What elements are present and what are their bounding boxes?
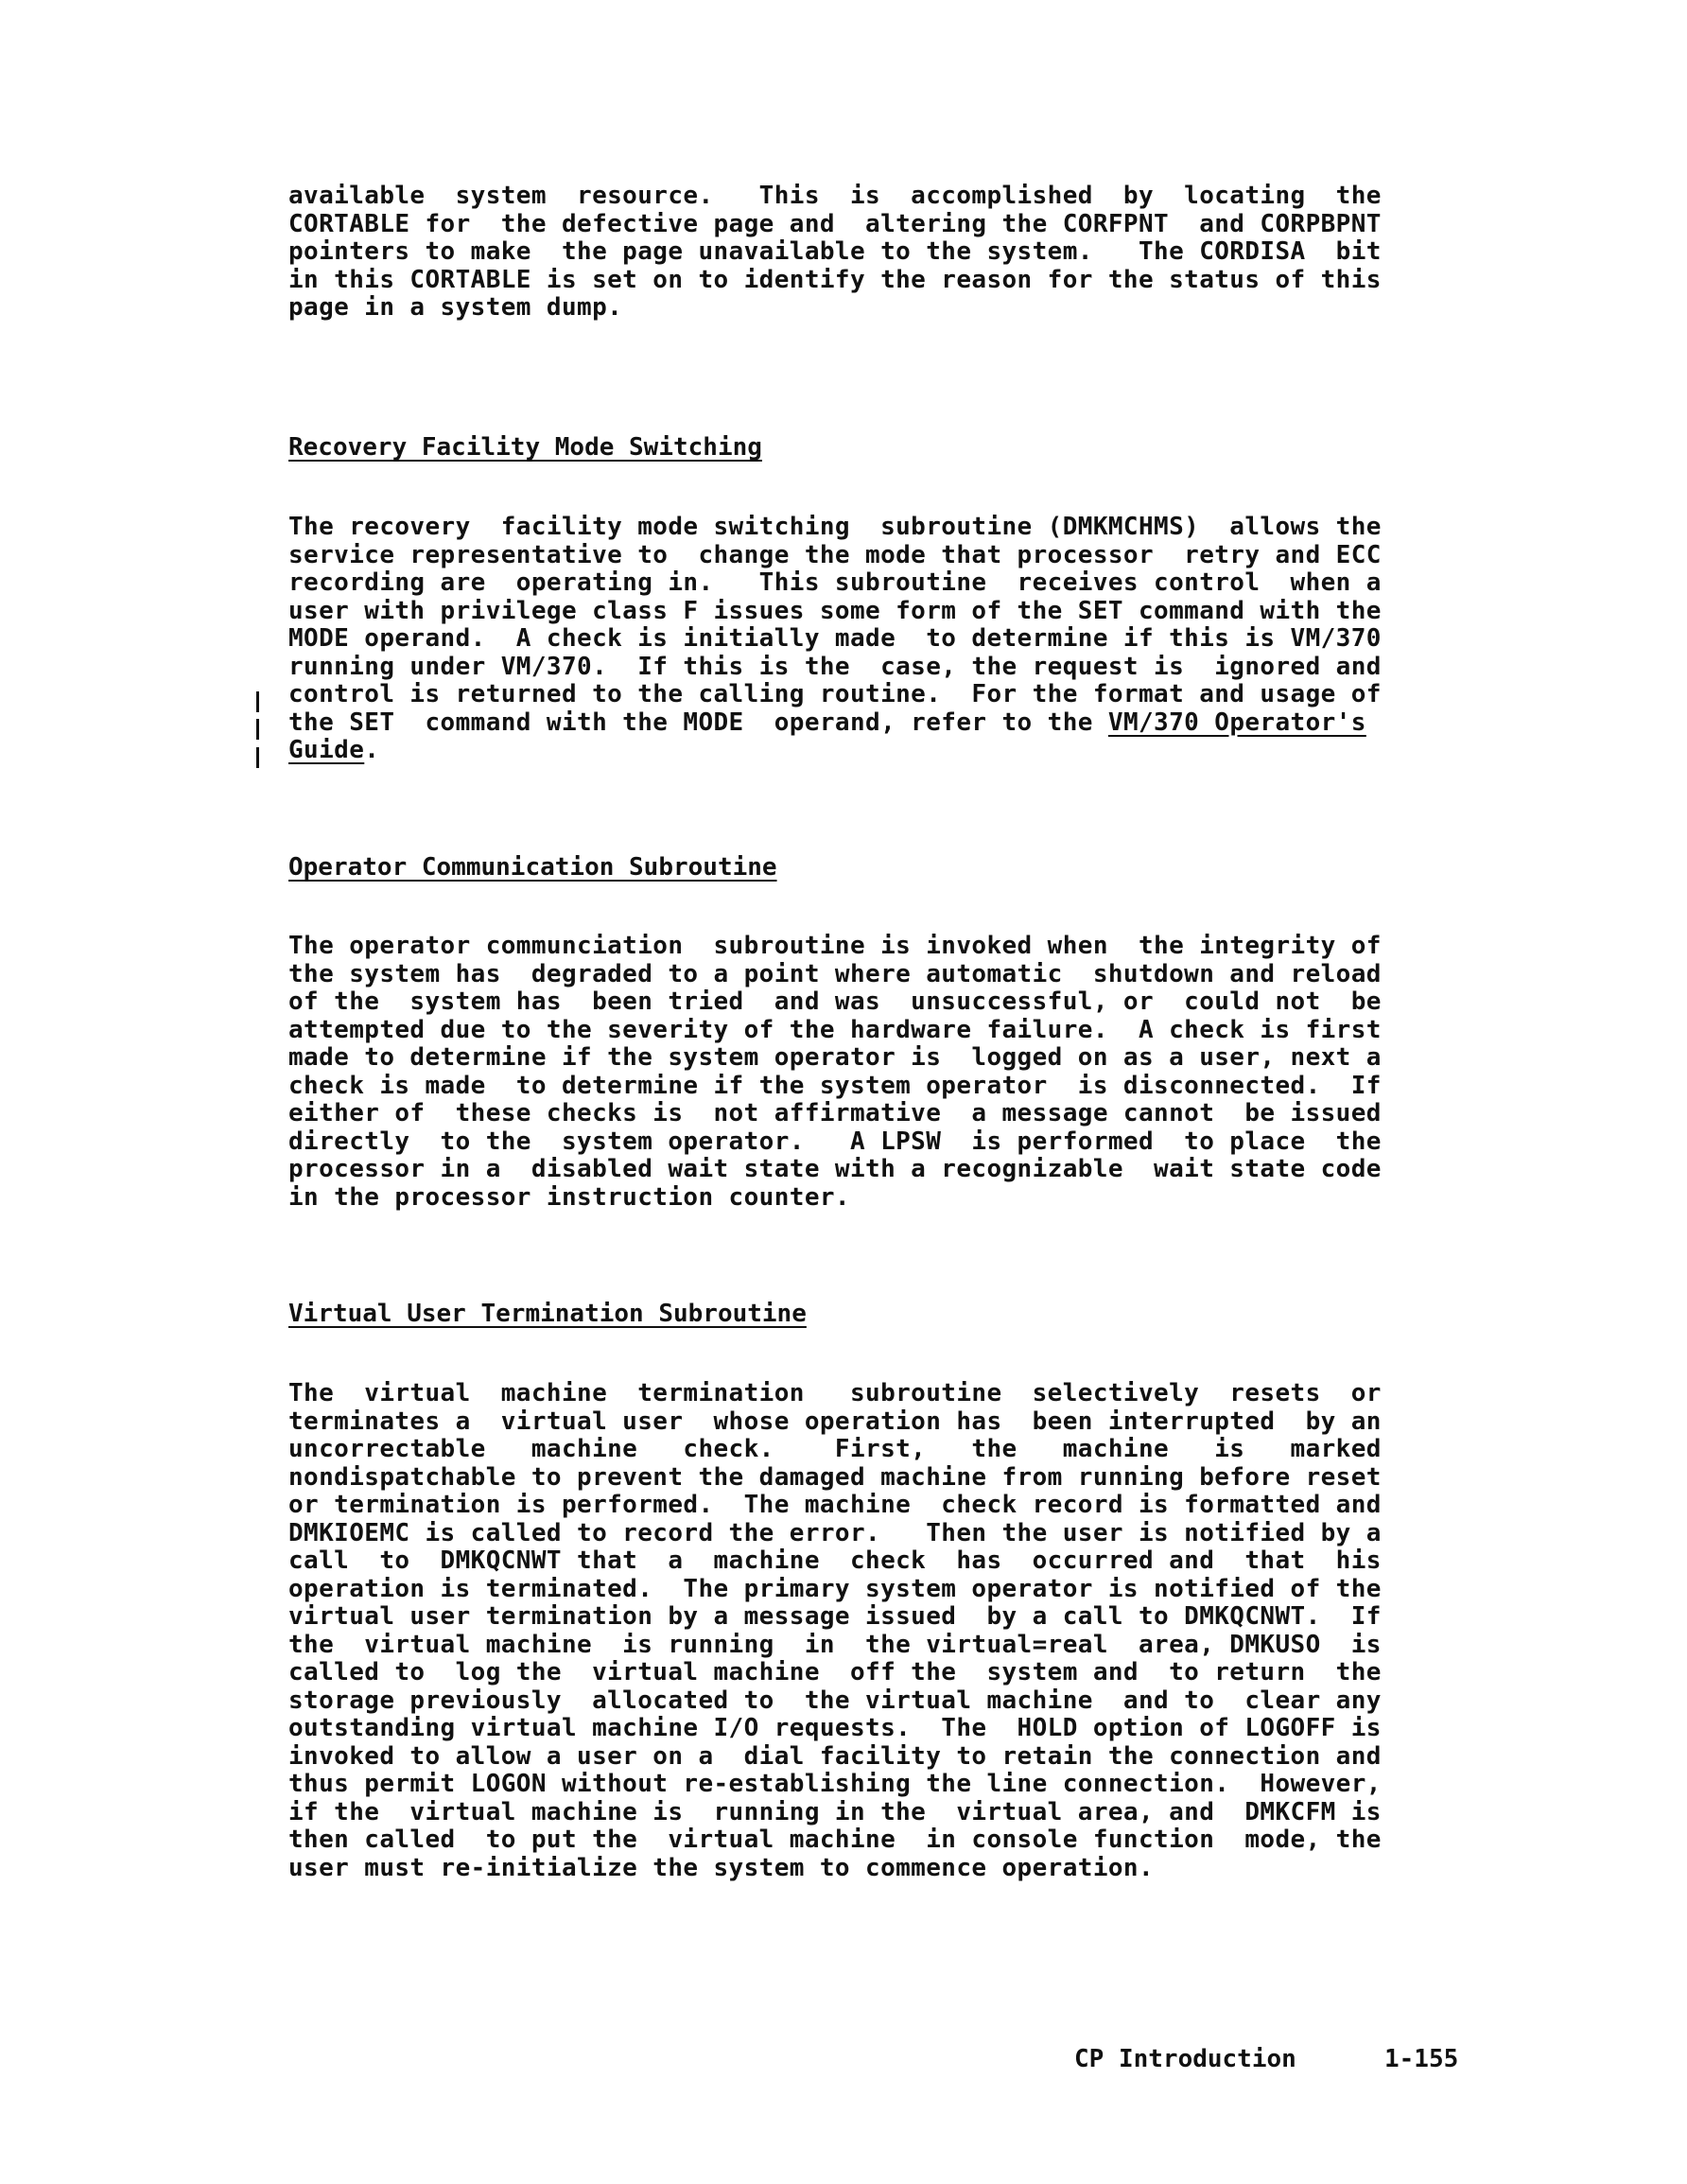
text-line: storage previously allocated to the virtual machine and to clear any <box>288 1686 1382 1715</box>
text-line <box>288 709 1470 738</box>
section-heading-operator: Operator Communication Subroutine <box>288 853 777 882</box>
text-line: MODE operand. A check is initially made to determine if this is VM/370 <box>288 624 1382 653</box>
operator-paragraph <box>288 933 1470 1212</box>
virtual-paragraph <box>288 1380 1470 1882</box>
text-line: outstanding virtual machine I/O requests. The HOLD option of LOGOFF is <box>288 1714 1382 1742</box>
text-line: user must re-initialize the system to commence operation. <box>288 1853 1155 1882</box>
text-line: running under VM/370. If this is the case, the request is ignored and <box>288 652 1382 681</box>
footer-section-label: CP Introduction <box>1074 2045 1296 2073</box>
text-line: terminates a virtual user whose operation has been interrupted by an <box>288 1406 1382 1436</box>
text-line: The recovery facility mode switching subroutine (DMKMCHMS) allows the <box>288 513 1382 541</box>
revision-bar <box>256 747 259 768</box>
text-line: called to log the virtual machine off the system and to return the <box>288 1658 1382 1686</box>
text-line: The virtual machine termination subroutine selectively resets or <box>288 1379 1382 1407</box>
text-line: in this CORTABLE is set on to identify the reason for the status of this <box>288 265 1382 294</box>
reference-title: VM/370 Operator's <box>1107 708 1366 737</box>
text-line: thus permit LOGON without re-establishing the line connection. However, <box>288 1770 1382 1798</box>
text-line: virtual user termination by a message issued by a call to DMKQCNWT. If <box>288 1602 1382 1631</box>
text-line: CORTABLE for the defective page and altering the CORFPNT and CORPBPNT <box>288 209 1382 238</box>
text-line: either of these checks is not affirmative a message cannot be issued <box>288 1099 1382 1127</box>
text-line: the system has degraded to a point where automatic shutdown and reload <box>288 959 1382 988</box>
reference-title-continued: Guide <box>288 736 365 764</box>
text-line: control is returned to the calling routine. For the format and usage of <box>288 680 1382 708</box>
text-line: then called to put the virtual machine in console function mode, the <box>288 1826 1382 1854</box>
text-line: check is made to determine if the system operator is disconnected. If <box>288 1071 1382 1100</box>
text-line: call to DMKQCNWT that a machine check has occurred and that his <box>288 1546 1382 1575</box>
text-line: operation is terminated. The primary system operator is notified of the <box>288 1574 1382 1603</box>
recovery-paragraph <box>288 514 1470 765</box>
text-line: service representative to change the mode that processor retry and ECC <box>288 540 1382 569</box>
text-line: in the processor instruction counter. <box>288 1182 850 1212</box>
page-number: 1-155 <box>1384 2045 1459 2073</box>
text-line: made to determine if the system operator is logged on as a user, next a <box>288 1043 1382 1072</box>
text-line: attempted due to the severity of the hardware failure. A check is first <box>288 1015 1382 1044</box>
text-line: page in a system dump. <box>288 293 623 322</box>
text-line: nondispatchable to prevent the damaged machine from running before reset <box>288 1462 1382 1492</box>
revision-bar <box>256 691 259 712</box>
section-heading-recovery: Recovery Facility Mode Switching <box>288 433 762 462</box>
text-line: if the virtual machine is running in the virtual area, and DMKCFM is <box>288 1797 1382 1826</box>
text-line: invoked to allow a user on a dial facility to retain the connection and <box>288 1741 1382 1771</box>
text-line: processor in a disabled wait state with a recognizable wait state code <box>288 1155 1382 1183</box>
text-line: or termination is performed. The machine check record is formatted and <box>288 1491 1382 1519</box>
text-line: user with privilege class F issues some form of the SET command with the <box>288 596 1382 625</box>
text-line: available system resource. This is accomplished by locating the <box>288 182 1382 210</box>
text-line: DMKIOEMC is called to record the error. Then the user is notified by a <box>288 1518 1382 1547</box>
period: . <box>364 736 380 764</box>
text-line <box>288 737 1470 765</box>
text-line: of the system has been tried and was unsuccessful, or could not be <box>288 987 1382 1016</box>
text-line: pointers to make the page unavailable to the system. The CORDISA bit <box>288 237 1382 266</box>
text-line: The operator communciation subroutine is invoked when the integrity of <box>288 932 1382 960</box>
text-span: the SET command with the MODE operand, refer to the <box>288 708 1108 737</box>
text-line: uncorrectable machine check. First, the machine is marked <box>288 1435 1382 1463</box>
section-heading-virtual: Virtual User Termination Subroutine <box>288 1300 807 1328</box>
revision-bar <box>256 719 259 740</box>
text-line: directly to the system operator. A LPSW is performed to place the <box>288 1127 1382 1156</box>
intro-paragraph <box>288 183 1470 323</box>
text-line: the virtual machine is running in the virtual=real area, DMKUSO is <box>288 1630 1382 1659</box>
text-line: recording are operating in. This subroutine receives control when a <box>288 568 1382 597</box>
